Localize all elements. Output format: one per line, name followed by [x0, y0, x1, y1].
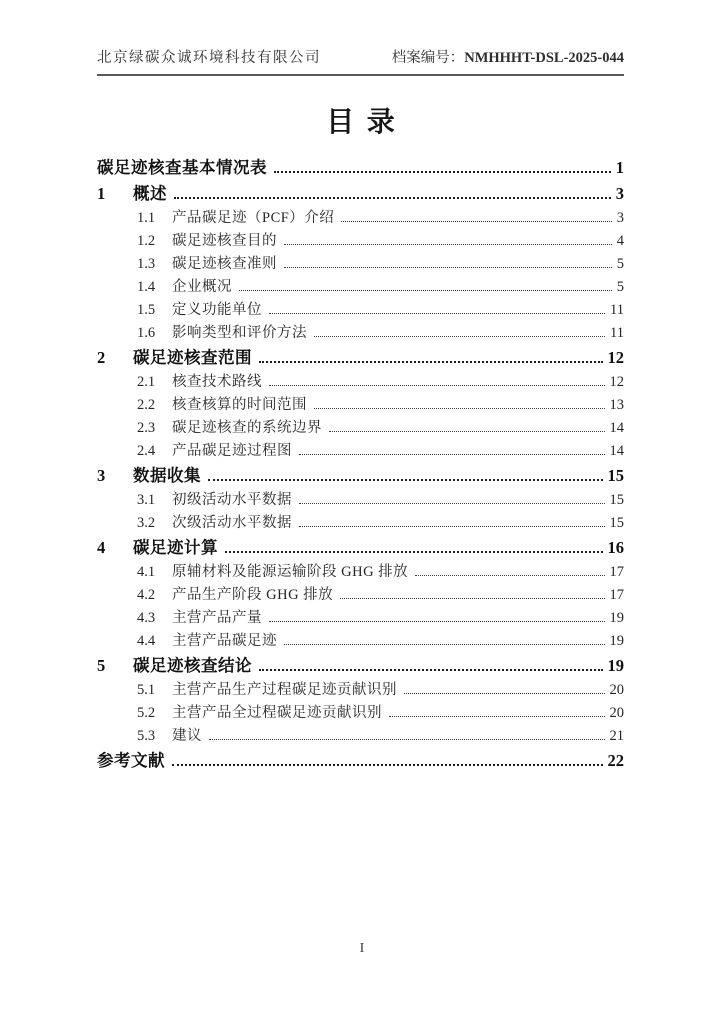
toc-dot-leader [174, 197, 611, 199]
toc-dot-leader [299, 454, 605, 455]
toc-entry-number: 1.5 [137, 302, 156, 318]
toc-entry-title: 产品碳足迹过程图 [172, 443, 292, 459]
toc-entry-number: 1.3 [137, 256, 156, 272]
toc-entry [97, 724, 624, 747]
toc-dot-leader [209, 739, 605, 740]
toc-entry-page: 15 [607, 466, 624, 485]
toc-dot-leader [284, 644, 605, 645]
toc-dot-leader [284, 244, 612, 245]
toc-entry-page: 14 [609, 443, 624, 459]
toc-dot-leader [269, 313, 605, 314]
toc-entry-title: 概述 [133, 184, 167, 203]
company-name: 北京绿碳众诚环境科技有限公司 [97, 50, 321, 66]
toc-dot-leader [269, 385, 605, 386]
toc-entry-title: 产品碳足迹（PCF）介绍 [172, 210, 335, 226]
toc-entry-title: 碳足迹核查范围 [133, 348, 252, 367]
toc-dot-leader [341, 221, 611, 222]
toc-entry-page: 19 [609, 610, 624, 626]
toc-entry [97, 583, 624, 606]
toc-entry-page: 20 [609, 682, 624, 698]
toc-entry-title: 碳足迹核查基本情况表 [97, 158, 267, 177]
toc-entry-title: 主营产品碳足迹 [172, 633, 277, 649]
toc-entry-title: 参考文献 [97, 751, 165, 770]
toc-entry-number: 5.3 [137, 728, 156, 744]
toc-entry-title: 主营产品产量 [172, 610, 262, 626]
toc-entry-number: 3 [97, 466, 106, 485]
toc-entry-page: 17 [609, 587, 624, 603]
toc-entry-page: 19 [607, 656, 624, 675]
toc-dot-leader [225, 551, 603, 553]
toc-dot-leader [239, 290, 612, 291]
toc-entry-number: 5.1 [137, 682, 156, 698]
toc-entry-page: 11 [610, 302, 624, 318]
toc-entry-number: 4 [97, 538, 106, 557]
toc-entry-page: 13 [609, 397, 624, 413]
toc-entry-title: 初级活动水平数据 [172, 492, 292, 508]
toc-entry-number: 4.1 [137, 564, 156, 580]
toc-entry [97, 416, 624, 439]
toc-entry-page: 3 [615, 184, 624, 203]
toc-entry-title: 数据收集 [133, 466, 201, 485]
toc-entry-title: 定义功能单位 [172, 302, 262, 318]
toc-entry-number: 4.3 [137, 610, 156, 626]
toc-dot-leader [284, 267, 612, 268]
toc-entry-title: 主营产品全过程碳足迹贡献识别 [172, 705, 382, 721]
toc-entry-page: 12 [607, 348, 624, 367]
toc-entry [97, 180, 624, 206]
toc-entry-number: 2.4 [137, 443, 156, 459]
toc-dot-leader [314, 336, 605, 337]
toc-entry [97, 652, 624, 678]
toc-entry-title: 碳足迹核查目的 [172, 233, 277, 249]
toc-entry [97, 462, 624, 488]
toc-entry-number: 5.2 [137, 705, 156, 721]
file-number-value: NMHHHT-DSL-2025-044 [464, 50, 624, 66]
toc-dot-leader [389, 716, 605, 717]
toc-entry-number: 4.4 [137, 633, 156, 649]
toc-entry-number: 1 [97, 184, 106, 203]
toc-entry-title: 主营产品生产过程碳足迹贡献识别 [172, 682, 397, 698]
toc-entry [97, 344, 624, 370]
toc-entry-page: 16 [607, 538, 624, 557]
toc-dot-leader [329, 431, 605, 432]
toc-dot-leader [172, 764, 603, 766]
toc-dot-leader [299, 526, 605, 527]
toc-entry-number: 1.6 [137, 325, 156, 341]
toc-dot-leader [415, 575, 604, 576]
toc-entry-page: 5 [616, 279, 624, 295]
toc-entry-number: 3.1 [137, 492, 156, 508]
toc-entry-page: 15 [609, 492, 624, 508]
toc-list [97, 154, 624, 773]
toc-entry-number: 2.2 [137, 397, 156, 413]
toc-entry-page: 22 [607, 751, 624, 770]
toc-dot-leader [269, 621, 605, 622]
toc-entry-page: 3 [616, 210, 624, 226]
file-number-label: 档案编号： [391, 50, 465, 66]
toc-entry-page: 17 [609, 564, 624, 580]
toc-entry-title: 碳足迹核查的系统边界 [172, 420, 322, 436]
toc-entry-number: 2 [97, 348, 106, 367]
toc-entry [97, 154, 624, 180]
toc-entry [97, 534, 624, 560]
page-number-footer: I [359, 941, 365, 956]
toc-entry-page: 14 [609, 420, 624, 436]
toc-entry-page: 19 [609, 633, 624, 649]
toc-dot-leader [259, 361, 603, 363]
toc-entry [97, 321, 624, 344]
toc-entry-page: 1 [615, 158, 624, 177]
toc-entry-number: 1.4 [137, 279, 156, 295]
toc-entry-title: 产品生产阶段 GHG 排放 [172, 587, 334, 603]
toc-entry-title: 原辅材料及能源运输阶段 GHG 排放 [172, 564, 409, 580]
toc-entry-number: 1.1 [137, 210, 156, 226]
toc-entry-title: 次级活动水平数据 [172, 515, 292, 531]
toc-title: 目录 [326, 107, 408, 138]
toc-entry-number: 5 [97, 656, 106, 675]
toc-entry-title: 建议 [172, 728, 202, 744]
toc-entry [97, 747, 624, 773]
toc-entry [97, 629, 624, 652]
toc-entry [97, 298, 624, 321]
toc-entry-title: 碳足迹计算 [133, 538, 218, 557]
toc-entry [97, 560, 624, 583]
toc-entry-number: 2.1 [137, 374, 156, 390]
toc-entry-title: 影响类型和评价方法 [172, 325, 307, 341]
toc-entry [97, 206, 624, 229]
toc-entry-number: 2.3 [137, 420, 156, 436]
toc-entry-page: 21 [609, 728, 624, 744]
toc-dot-leader [340, 598, 604, 599]
toc-entry-title: 核查技术路线 [172, 374, 262, 390]
toc-entry [97, 511, 624, 534]
toc-entry [97, 678, 624, 701]
toc-entry-number: 3.2 [137, 515, 156, 531]
toc-entry-number: 4.2 [137, 587, 156, 603]
toc-dot-leader [299, 503, 605, 504]
toc-entry-page: 15 [609, 515, 624, 531]
page-header [97, 46, 624, 76]
toc-dot-leader [404, 693, 605, 694]
toc-dot-leader [274, 171, 611, 173]
toc-dot-leader [314, 408, 605, 409]
toc-entry-page: 11 [610, 325, 624, 341]
toc-entry [97, 229, 624, 252]
toc-entry-title: 企业概况 [172, 279, 232, 295]
toc-entry-title: 核查核算的时间范围 [172, 397, 307, 413]
toc-entry-page: 20 [609, 705, 624, 721]
toc-entry-title: 碳足迹核查准则 [172, 256, 277, 272]
toc-entry [97, 701, 624, 724]
toc-entry-title: 碳足迹核查结论 [133, 656, 252, 675]
toc-entry [97, 370, 624, 393]
toc-entry [97, 488, 624, 511]
toc-dot-leader [208, 479, 603, 481]
toc-entry-page: 4 [616, 233, 624, 249]
toc-entry-number: 1.2 [137, 233, 156, 249]
toc-entry-page: 12 [609, 374, 624, 390]
toc-entry-page: 5 [616, 256, 624, 272]
file-number [392, 46, 624, 67]
toc-entry [97, 393, 624, 416]
toc-dot-leader [259, 669, 603, 671]
toc-entry [97, 606, 624, 629]
toc-entry [97, 439, 624, 462]
toc-entry [97, 252, 624, 275]
toc-entry [97, 275, 624, 298]
